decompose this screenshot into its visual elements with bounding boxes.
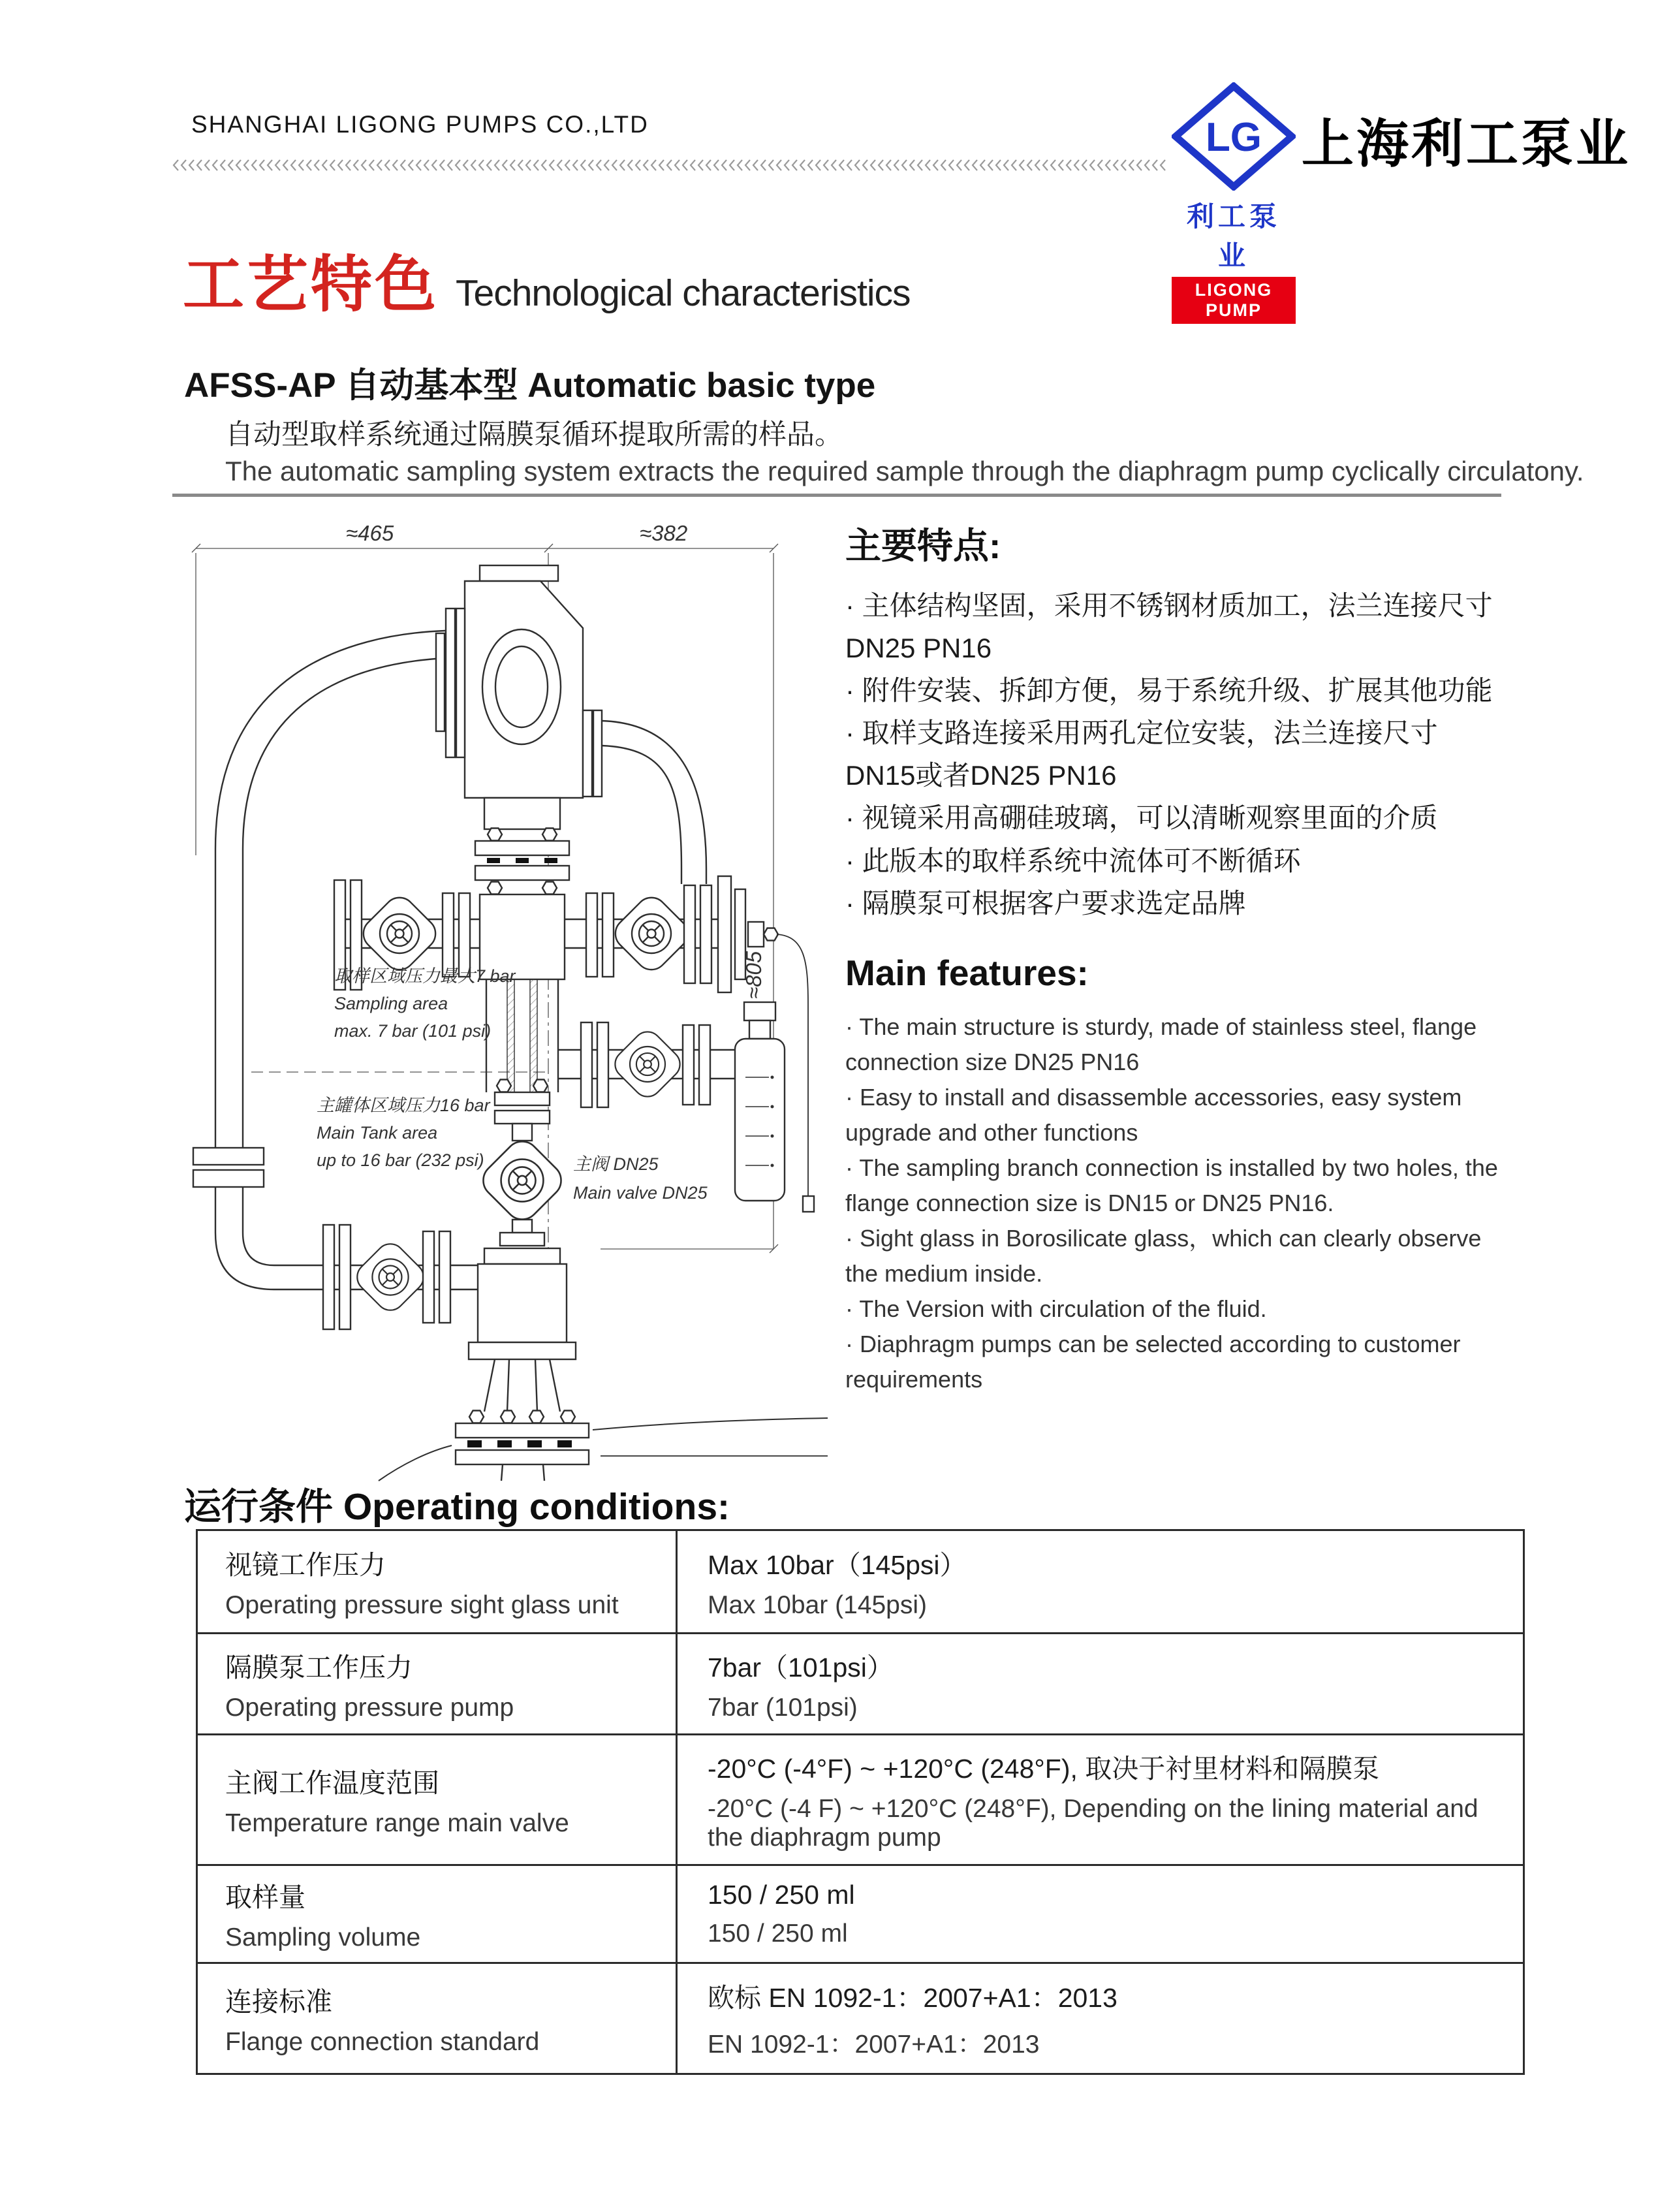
feature-item: · 隔膜泵可根据客户要求选定品牌 <box>845 887 1246 919</box>
feature-item: · Easy to install and disassemble accessories, easy system upgrade and other functions <box>845 1083 1462 1146</box>
feature-item: · The Version with circulation of the fluid. <box>845 1295 1267 1322</box>
table-row-value: -20°C (-4°F) ~ +120°C (248°F), 取决于衬里材料和隔膜泵 -20°C (-4 F) ~ +120°C (248°F), Depending on the lining material and the diaphragm pump <box>676 1733 1523 1864</box>
section-divider <box>172 494 1501 497</box>
model-section-heading: AFSS-AP 自动基本型 Automatic basic type <box>184 366 876 405</box>
brand-logo <box>1172 82 1296 324</box>
table-row-value: 150 / 250 ml 150 / 250 ml <box>676 1864 1523 1962</box>
operating-conditions-heading <box>184 1477 730 1530</box>
page-title <box>183 235 911 323</box>
table-row-value: 7bar（101psi） 7bar (101psi) <box>676 1632 1523 1733</box>
logo-english-badge: LIGONG PUMP <box>1172 277 1296 324</box>
operating-conditions-table <box>196 1529 1525 2075</box>
main-valve-icon <box>476 1135 569 1227</box>
operating-heading-chinese: 运行条件 <box>184 1486 333 1528</box>
pump-assembly-drawing <box>192 544 828 1481</box>
feature-item: · The sampling branch connection is installed by two holes, the flange connection size is DN15 or DN25 PN16. <box>845 1154 1498 1216</box>
table-row-value: 欧标 EN 1092-1：2007+A1：2013 EN 1092-1：2007+A1：2013 <box>676 1962 1523 2073</box>
features-list-chinese <box>845 584 1506 924</box>
sampling-note-line1: 取样区域压力最大7 bar <box>334 966 516 986</box>
brand-name-chinese: 上海利工泵业 <box>1302 115 1631 173</box>
branch-valve-icon <box>609 1026 685 1102</box>
tank-note-line3: up to 16 bar (232 psi) <box>317 1150 484 1170</box>
sampling-system-drawing <box>183 503 829 1482</box>
table-row-label: 隔膜泵工作压力 Operating pressure pump <box>198 1632 676 1733</box>
features-heading-english: Main features: <box>845 952 1089 993</box>
header-chevron-divider <box>172 159 1167 172</box>
feature-item: · 附件安装、拆卸方便，易于系统升级、扩展其他功能 <box>845 675 1493 706</box>
sampling-note-line2: Sampling area <box>334 994 448 1013</box>
operating-heading-english: Operating conditions: <box>343 1486 730 1528</box>
intro-chinese: 自动型取样系统通过隔膜泵循环提取所需的样品。 <box>225 419 843 450</box>
dim-width-left-label: ≈465 <box>346 521 394 545</box>
dim-width-right-label: ≈382 <box>640 521 688 545</box>
features-heading-chinese: 主要特点: <box>845 526 1001 566</box>
table-row-label: 主阀工作温度范围 Temperature range main valve <box>198 1733 676 1864</box>
feature-item: · 此版本的取样系统中流体可不断循环 <box>845 845 1301 876</box>
left-valve-icon <box>357 891 442 976</box>
company-name: SHANGHAI LIGONG PUMPS CO.,LTD <box>191 111 649 138</box>
table-row-label: 取样量 Sampling volume <box>198 1864 676 1962</box>
main-valve-note-line2: Main valve DN25 <box>573 1183 708 1203</box>
table-row-value: Max 10bar（145psi） Max 10bar (145psi) <box>676 1531 1523 1632</box>
intro-english: The automatic sampling system extracts the required sample through the diaphragm pump cyclically circulatony. <box>225 456 1584 486</box>
feature-item: · Diaphragm pumps can be selected according to customer requirements <box>845 1330 1461 1393</box>
table-row-label: 视镜工作压力 Operating pressure sight glass unit <box>225 1550 619 1619</box>
bottom-valve-icon <box>351 1238 430 1316</box>
sample-bottle-icon <box>735 1002 785 1201</box>
tank-note-line1: 主罐体区域压力16 bar <box>317 1096 490 1115</box>
feature-item: · The main structure is sturdy, made of stainless steel, flange connection size DN25 PN16 <box>845 1013 1477 1075</box>
features-column <box>845 517 1506 1397</box>
table-row-label: 连接标准 Flange connection standard <box>198 1962 676 2073</box>
feature-item: · Sight glass in Borosilicate glass，which can clearly observe the medium inside. <box>845 1224 1482 1287</box>
features-list-english <box>845 1009 1506 1397</box>
tank-note-line2: Main Tank area <box>317 1123 438 1143</box>
feature-item: · 取样支路连接采用两孔定位安装，法兰连接尺寸DN15或者DN25 PN16 <box>845 718 1438 791</box>
page-title-chinese: 工艺特色 <box>183 250 439 319</box>
feature-item: · 主体结构坚固，采用不锈钢材质加工，法兰连接尺寸DN25 PN16 <box>845 590 1493 664</box>
feature-item: · 视镜采用高硼硅玻璃，可以清晰观察里面的介质 <box>845 802 1438 834</box>
right-valve-icon <box>609 891 694 976</box>
logo-chinese-name: 利工泵业 <box>1186 201 1281 271</box>
logo-diamond-icon <box>1172 82 1296 191</box>
logo-lg-text: LG <box>1205 115 1262 160</box>
main-valve-note-line1: 主阀 DN25 <box>573 1154 659 1174</box>
sampling-note-line3: max. 7 bar (101 psi) <box>334 1021 492 1041</box>
dim-height-label: ≈805 <box>742 951 766 999</box>
page-title-english: Technological characteristics <box>456 272 911 314</box>
